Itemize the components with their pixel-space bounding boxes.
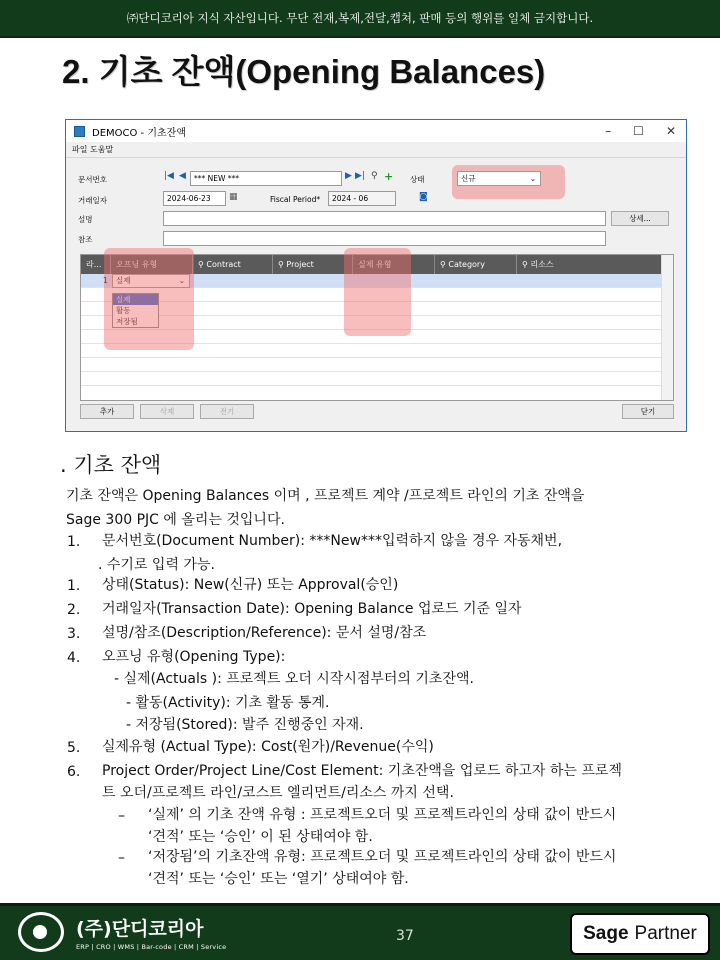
close-button[interactable]: 닫기 [622, 404, 674, 419]
date-field[interactable]: 2024-06-23 [163, 191, 226, 206]
reference-field[interactable] [163, 231, 606, 246]
col-contract-label: Contract [206, 260, 241, 269]
maximize-icon[interactable]: ☐ [633, 124, 644, 138]
list-item-text: ‘실제’ 의 기초 잔액 유형 : 프로젝트오더 및 프로젝트라인의 상태 값이 반드시 [148, 807, 617, 823]
actual-type-highlight [344, 248, 411, 336]
first-record-icon[interactable]: |◀ [164, 171, 174, 181]
list-item-number: – [118, 850, 125, 866]
copyright-banner [0, 0, 720, 38]
banner-text: ㈜단디코리아 지식 자산입니다. 무단 전재,복제,전달,캡쳐, 판매 등의 행위를 일체 금지합니다. [126, 11, 594, 25]
search-icon[interactable]: ⚲ [371, 171, 378, 181]
detail-button[interactable]: 상세... [611, 211, 669, 226]
intro-line-1: 기초 잔액은 Opening Balances 이며 , 프로젝트 계약 /프로젝트 라인의 기초 잔액을 [66, 488, 585, 504]
chevron-down-icon: ⌄ [529, 174, 536, 183]
col-category[interactable] [435, 255, 517, 274]
list-item-text: 트 오더/프로젝트 라인/코스트 엘리먼트/리소스 까지 선택. [102, 785, 454, 801]
close-icon[interactable]: ✕ [665, 124, 676, 138]
partner-word: Partner [634, 923, 697, 944]
doc-number-field[interactable]: *** NEW *** [190, 171, 342, 186]
sage-brand: Sage [583, 923, 629, 944]
list-item-text: 오프닝 유형(Opening Type): [102, 649, 286, 665]
window-titlebar [66, 120, 686, 142]
page-number: 37 [396, 928, 414, 944]
list-item-number: 3. [67, 626, 81, 642]
chevron-down-icon: ⌄ [178, 276, 185, 285]
minimize-icon[interactable]: – [605, 124, 612, 138]
page-title: 2. 기초 잔액(Opening Balances) [62, 53, 546, 90]
footer [0, 903, 720, 960]
list-item-text: - 활동(Activity): 기초 활동 통계. [126, 695, 330, 711]
search-icon: ⚲ [440, 260, 449, 269]
sage-partner-badge [570, 913, 710, 955]
search-icon: ⚲ [278, 260, 287, 269]
list-item-number: 1. [67, 578, 81, 594]
search-icon: ⚲ [198, 260, 207, 269]
description-field[interactable] [163, 211, 606, 226]
col-opening-type[interactable]: 오프닝 유형 [111, 255, 193, 274]
opening-balance-window [65, 119, 687, 432]
doc-number-label: 문서번호 [78, 175, 107, 184]
grid-scrollbar[interactable] [661, 255, 673, 400]
grid-row[interactable] [81, 358, 673, 372]
list-item-text: . 수기로 입력 가능. [98, 557, 215, 573]
reference-label: 참조 [78, 235, 93, 244]
company-logo [18, 912, 226, 952]
opening-type-highlight [104, 248, 194, 350]
col-line[interactable]: 라... [81, 255, 111, 274]
list-item-number: 1. [67, 534, 81, 550]
calendar-icon[interactable]: ▦ [229, 192, 238, 202]
col-contract[interactable] [193, 255, 273, 274]
col-resource[interactable] [517, 255, 659, 274]
intro-line-2: Sage 300 PJC 에 올리는 것입니다. [66, 512, 285, 528]
lightbulb-icon [18, 912, 64, 952]
next-record-icon[interactable]: ▶ [345, 171, 352, 181]
date-label: 거래일자 [78, 196, 107, 205]
app-icon [74, 126, 85, 137]
list-item-text: ‘견적’ 또는 ‘승인’ 이 된 상태여야 함. [148, 829, 373, 845]
status-select[interactable] [457, 171, 541, 186]
delete-button[interactable]: 삭제 [140, 404, 194, 419]
col-project[interactable] [273, 255, 353, 274]
window-title: DEMOCO - 기초잔액 [92, 127, 186, 139]
menu-bar [66, 142, 686, 158]
list-item-text: Project Order/Project Line/Cost Element: 기초잔액을 업로드 하고자 하는 프로젝 [102, 763, 622, 779]
add-icon[interactable]: + [384, 170, 394, 183]
add-button[interactable]: 추가 [80, 404, 134, 419]
list-item-text: 문서번호(Document Number): ***New***입력하지 않을 경우 자동채번, [102, 533, 563, 549]
status-label: 상태 [410, 175, 425, 184]
list-item-text: - 저장됨(Stored): 발주 진행중인 자재. [126, 717, 364, 733]
fiscal-info-icon[interactable]: ◙ [419, 192, 428, 202]
list-item-number: 5. [67, 740, 81, 756]
description-label: 설명 [78, 215, 93, 224]
option-actual[interactable]: 실제 [113, 294, 158, 305]
col-resource-label: 리소스 [530, 260, 554, 269]
company-name: (주)단디코리아 [76, 917, 204, 940]
list-item-number: – [118, 808, 125, 824]
list-item-text: 실제유형 (Actual Type): Cost(원가)/Revenue(수익) [102, 739, 434, 755]
fiscal-period-label: Fiscal Period* [270, 195, 321, 204]
grid-row[interactable] [81, 372, 673, 386]
row-opening-type-value: 실제 [116, 276, 131, 285]
list-item-text: ‘저장됨’의 기초잔액 유형: 프로젝트오더 및 프로젝트라인의 상태 값이 반드시 [148, 849, 617, 865]
menu-items[interactable]: 파일 도움말 [72, 145, 114, 154]
list-item-number: 2. [67, 602, 81, 618]
list-item-text: 거래일자(Transaction Date): Opening Balance 업로드 기준 일자 [102, 601, 522, 617]
list-item-number: 4. [67, 650, 81, 666]
search-icon: ⚲ [522, 260, 531, 269]
fiscal-period-field[interactable]: 2024 - 06 [328, 191, 396, 206]
option-activity[interactable]: 활동 [116, 306, 131, 315]
list-item-text: 상태(Status): New(신규) 또는 Approval(승인) [102, 577, 399, 593]
list-item-text: 설명/참조(Description/Reference): 문서 설명/참조 [102, 625, 427, 641]
window-controls [605, 124, 676, 138]
list-item-number: 6. [67, 764, 81, 780]
post-button[interactable]: 전기 [200, 404, 254, 419]
list-item-text: - 실제(Actuals ): 프로젝트 오더 시작시점부터의 기초잔액. [114, 671, 474, 687]
option-stored[interactable]: 저장됨 [116, 317, 138, 326]
col-project-label: Project [286, 260, 314, 269]
list-item-text: ‘견적’ 또는 ‘승인’ 또는 ‘열기’ 상태여야 함. [148, 871, 409, 887]
last-record-icon[interactable]: ▶| [355, 171, 365, 181]
section-title: . 기초 잔액 [60, 453, 162, 477]
row-number: 1 [103, 276, 108, 285]
prev-record-icon[interactable]: ◀ [179, 171, 186, 181]
company-services: ERP | CRO | WMS | Bar-code | CRM | Service [76, 942, 227, 951]
status-value: 신규 [461, 174, 476, 183]
col-actual-type[interactable]: 실제 유형 [353, 255, 435, 274]
col-category-label: Category [448, 260, 485, 269]
